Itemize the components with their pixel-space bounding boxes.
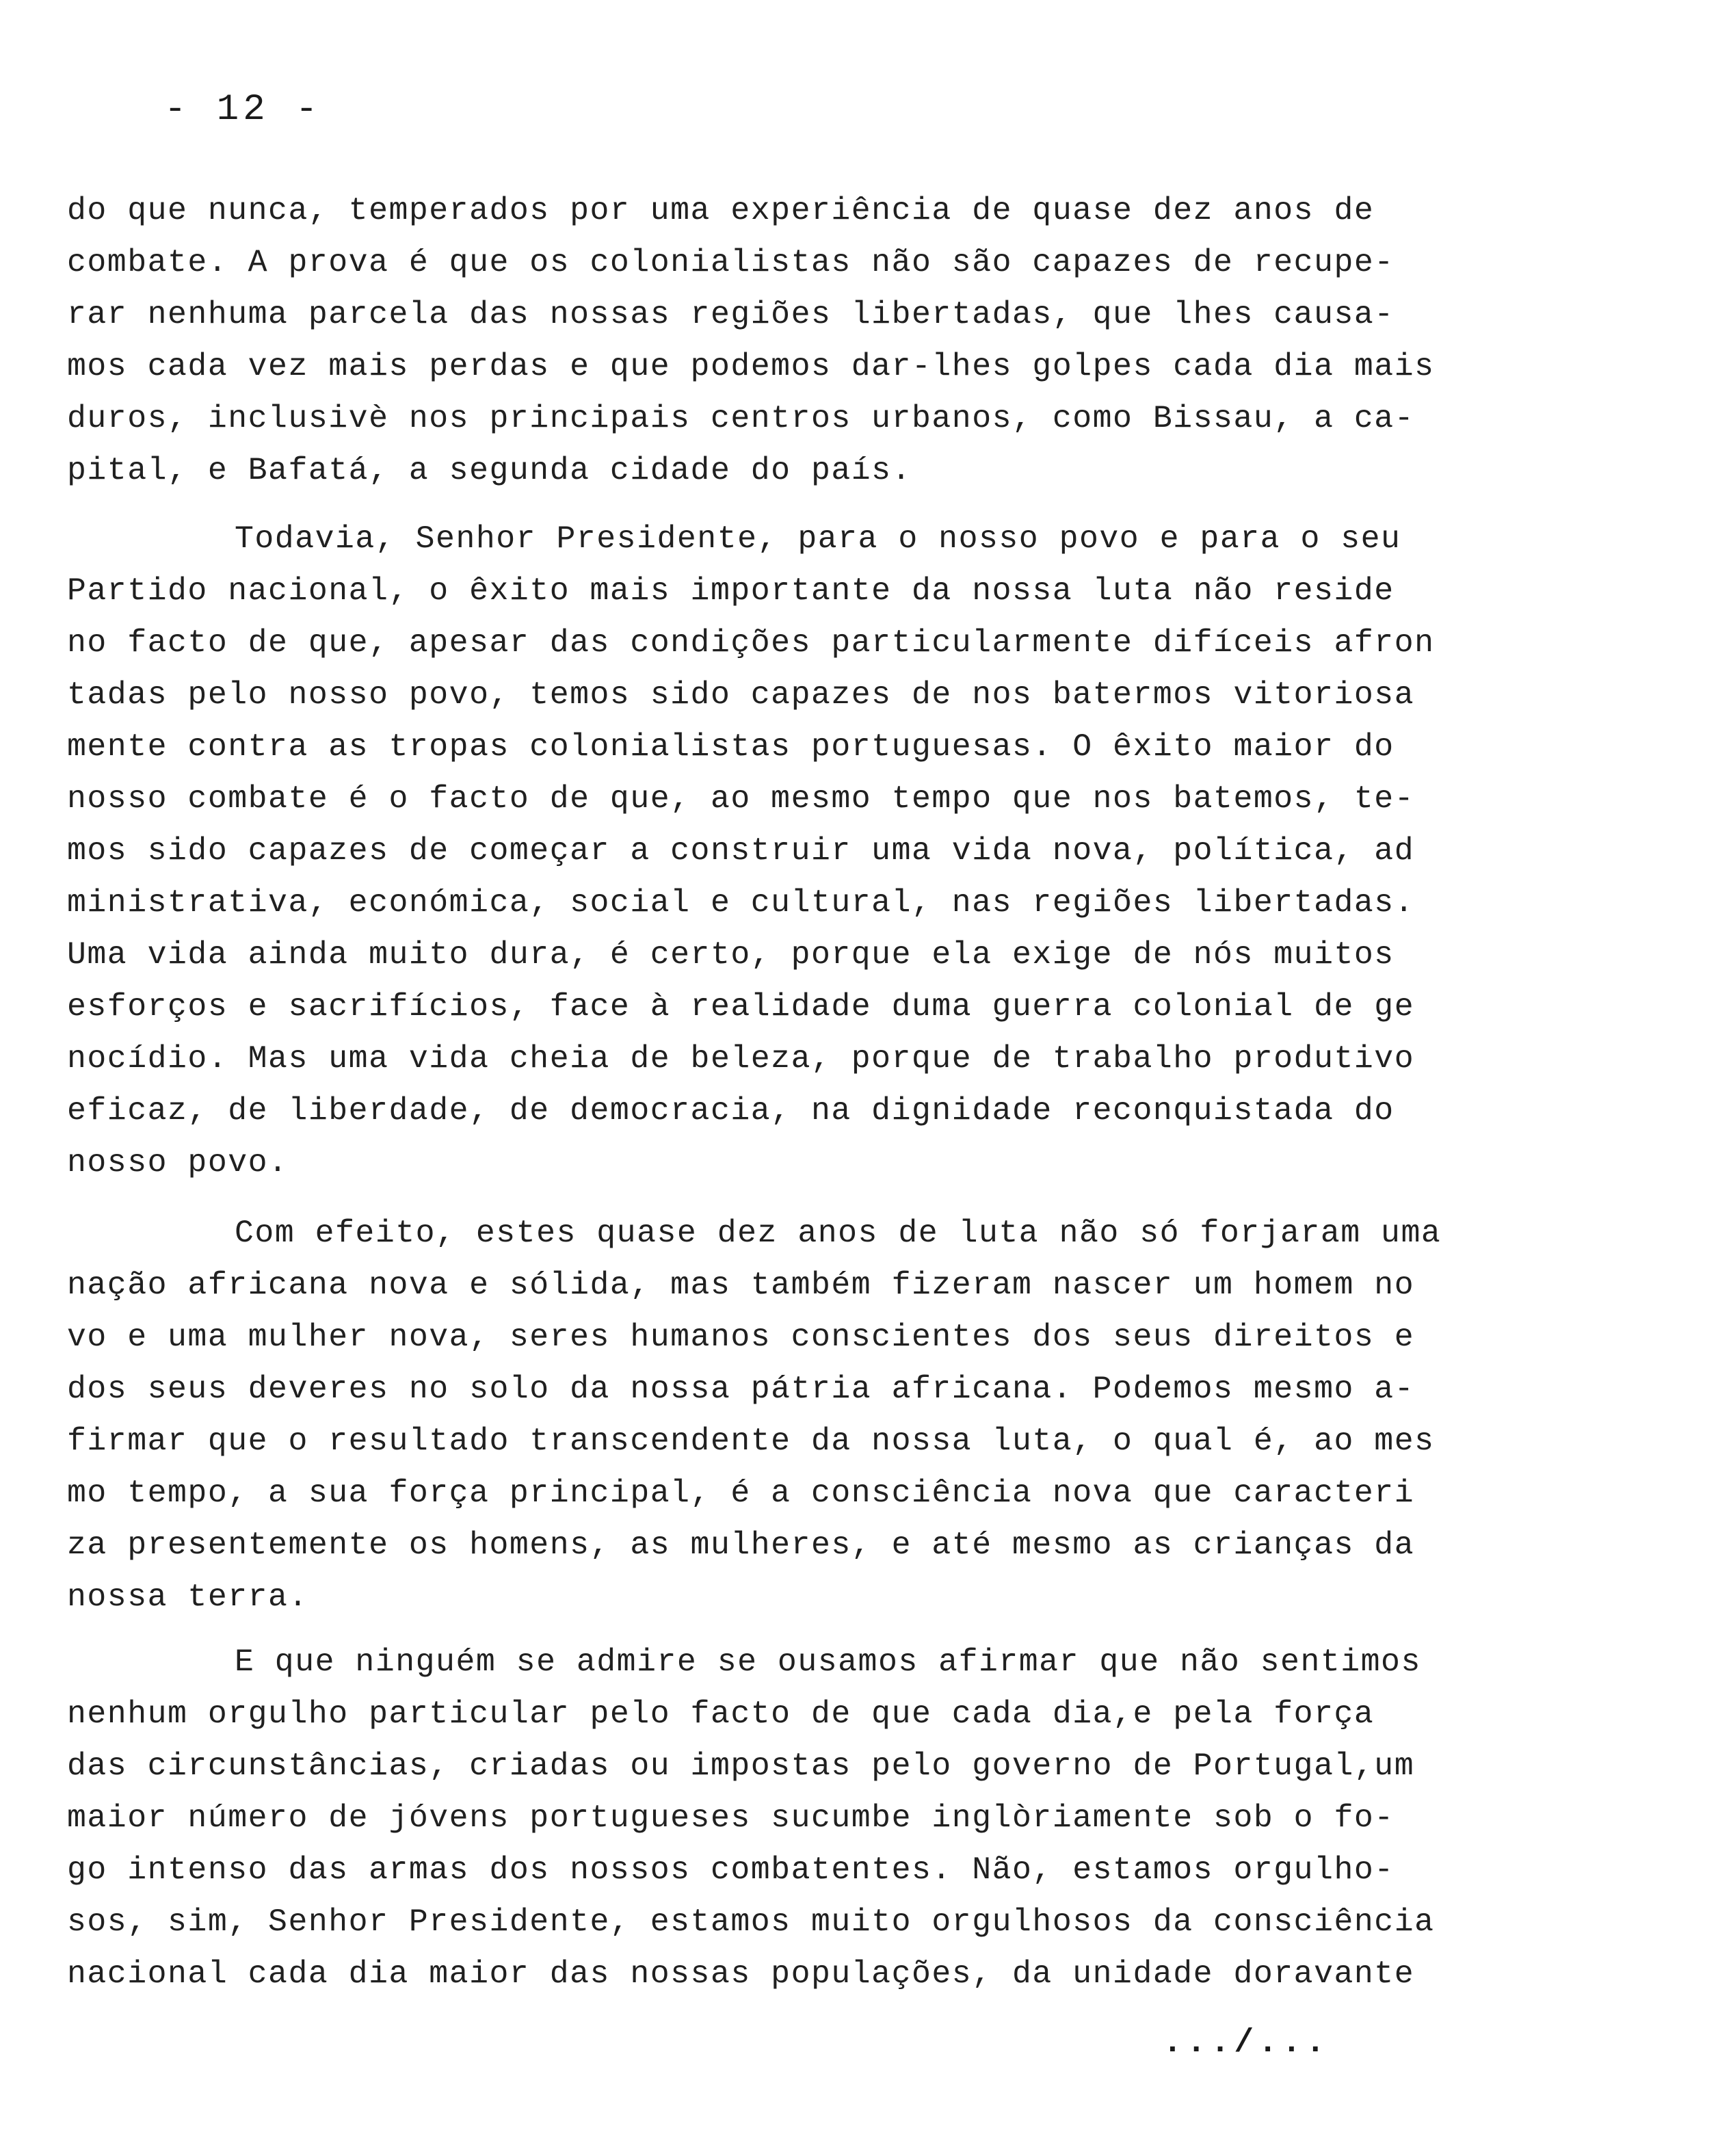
text-line: go intenso das armas dos nossos combatentes. Não, estamos orgulho- bbox=[67, 1852, 1395, 1888]
page-number: - 12 - bbox=[164, 89, 322, 131]
paragraph-2 bbox=[67, 513, 1496, 1189]
text-line: nosso povo. bbox=[67, 1144, 289, 1181]
text-line: Uma vida ainda muito dura, é certo, porque ela exige de nós muitos bbox=[67, 936, 1395, 973]
text-line: mos sido capazes de começar a construir uma vida nova, política, ad bbox=[67, 832, 1415, 869]
text-line: duros, inclusivè nos principais centros urbanos, como Bissau, a ca- bbox=[67, 400, 1415, 436]
text-line: no facto de que, apesar das condições particularmente difíceis afron bbox=[67, 625, 1435, 661]
text-line: mente contra as tropas colonialistas portuguesas. O êxito maior do bbox=[67, 728, 1395, 765]
text-line: nosso combate é o facto de que, ao mesmo tempo que nos batemos, te- bbox=[67, 780, 1415, 817]
text-line: esforços e sacrifícios, face à realidade duma guerra colonial de ge bbox=[67, 988, 1415, 1025]
text-line: nossa terra. bbox=[67, 1579, 308, 1615]
continuation-mark: .../... bbox=[1163, 2025, 1330, 2062]
paragraph-4 bbox=[67, 1636, 1496, 2000]
text-line: vo e uma mulher nova, seres humanos conscientes dos seus direitos e bbox=[67, 1319, 1415, 1355]
text-line: tadas pelo nosso povo, temos sido capazes de nos batermos vitoriosa bbox=[67, 676, 1415, 713]
text-line: mo tempo, a sua força principal, é a consciência nova que caracteri bbox=[67, 1475, 1415, 1511]
paragraph-3 bbox=[67, 1207, 1496, 1623]
text-line: nocídio. Mas uma vida cheia de beleza, porque de trabalho produtivo bbox=[67, 1040, 1415, 1077]
text-line: nação africana nova e sólida, mas também fizeram nascer um homem no bbox=[67, 1267, 1415, 1303]
text-line: eficaz, de liberdade, de democracia, na dignidade reconquistada do bbox=[67, 1092, 1395, 1129]
text-line: do que nunca, temperados por uma experiência de quase dez anos de bbox=[67, 192, 1375, 228]
text-line: ministrativa, económica, social e cultural, nas regiões libertadas. bbox=[67, 884, 1415, 921]
text-line: E que ninguém se admire se ousamos afirmar que não sentimos bbox=[235, 1644, 1421, 1680]
text-line: nenhum orgulho particular pelo facto de que cada dia,e pela força bbox=[67, 1696, 1375, 1732]
text-line: nacional cada dia maior das nossas populações, da unidade doravante bbox=[67, 1956, 1415, 1992]
text-line: za presentemente os homens, as mulheres, e até mesmo as crianças da bbox=[67, 1527, 1415, 1563]
text-line: mos cada vez mais perdas e que podemos dar-lhes golpes cada dia mais bbox=[67, 348, 1435, 384]
text-line: sos, sim, Senhor Presidente, estamos muito orgulhosos da consciência bbox=[67, 1904, 1435, 1940]
text-line: Partido nacional, o êxito mais importante da nossa luta não reside bbox=[67, 573, 1395, 609]
text-line: das circunstâncias, criadas ou impostas pelo governo de Portugal,um bbox=[67, 1748, 1415, 1784]
text-line: firmar que o resultado transcendente da nossa luta, o qual é, ao mes bbox=[67, 1423, 1435, 1459]
text-line: maior número de jóvens portugueses sucumbe inglòriamente sob o fo- bbox=[67, 1800, 1395, 1836]
text-line: rar nenhuma parcela das nossas regiões libertadas, que lhes causa- bbox=[67, 296, 1395, 332]
text-line: Todavia, Senhor Presidente, para o nosso povo e para o seu bbox=[235, 521, 1401, 557]
paragraph-1 bbox=[67, 185, 1496, 497]
text-line: pital, e Bafatá, a segunda cidade do país. bbox=[67, 452, 912, 488]
text-line: Com efeito, estes quase dez anos de luta não só forjaram uma bbox=[235, 1215, 1442, 1251]
text-line: dos seus deveres no solo da nossa pátria africana. Podemos mesmo a- bbox=[67, 1371, 1415, 1407]
text-line: combate. A prova é que os colonialistas não são capazes de recupe- bbox=[67, 244, 1395, 280]
